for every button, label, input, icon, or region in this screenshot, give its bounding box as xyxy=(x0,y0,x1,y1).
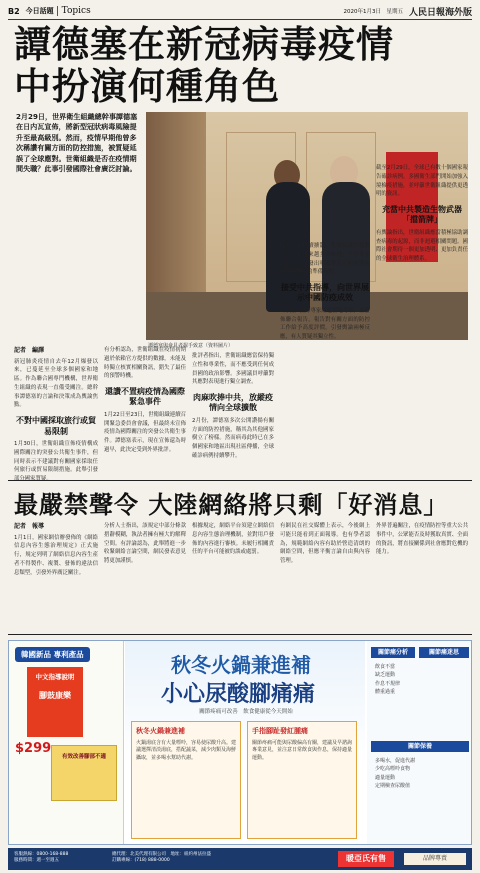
paragraph: 隨着疫情持續擴散，世衛組織的應對方式受到越來越多的檢視。不少專家認為，及早發出明確警告可能有助各國爭取寶貴的準備時間。 xyxy=(280,243,370,276)
issue-date: 2020年1月3日 星期五 xyxy=(343,9,403,15)
photo-caption: 譚德塞與會見者握手致意（資料圖片） xyxy=(148,343,234,349)
subheading: 不對中國採取旅行或貿易限制 xyxy=(16,415,96,436)
article-column-3 xyxy=(192,352,274,461)
footer-button[interactable]: 暖亞氏有售 xyxy=(338,851,394,867)
ad-product-panel xyxy=(9,641,124,845)
subheading: 充當中共製造生物武器「擋箭牌」 xyxy=(382,204,462,225)
ad-right-title-2: 關節痛迷思 xyxy=(419,647,469,658)
paragraph: 2月初，國際專家組赴當地考察，並發佈聯合報告。報告對有關方面的防控工作給予高度評價，引發輿論兩極反應，有人質疑其獨立性。 xyxy=(280,307,370,341)
paragraph: 分析人士指出，該規定中部分條款措辭模糊，執法者擁有極大的解釋空間。有評論認為，此舉將進一步收緊網絡言論空間，網民發表意見將更加謹慎。 xyxy=(104,523,186,564)
article-column-4 xyxy=(280,242,370,342)
product-box-secondary: 有效改善腳部不適 xyxy=(51,745,117,801)
paragraph: 批評者指出，世衛組織應當保持獨立性和專業性，而不應受到任何成員國的政治影響。多國議員呼籲對其應對表現進行獨立調查。 xyxy=(192,353,274,386)
paragraph: 1月22日至23日，世衛組織連續召開緊急委員會會議，但最終未宣佈疫情為國際關注的突發公共衛生事件。譚德塞表示，現在宣佈還為時過早，此決定受到外界批評。 xyxy=(104,411,186,453)
article2-column-5 xyxy=(376,522,468,557)
article-column-5 xyxy=(376,164,468,264)
ad-divider xyxy=(8,634,472,635)
paragraph: 根據規定，網絡平台須建立網絡信息內容生態治理機制，並對用戶發佈的內容進行審核。未履行相關責任的平台可能被約談或處罰。 xyxy=(192,523,274,556)
main-headline xyxy=(14,24,394,108)
topics-label: Topics xyxy=(57,6,91,16)
article2-column-4 xyxy=(280,522,370,566)
ad-right-title-3: 關節保養 xyxy=(371,741,469,752)
paragraph: 1月1日，國家網信辦發佈的《網絡信息內容生態治理規定》正式施行，規定列明了網絡信息內容生產者不得製作、複製、發佈的違法信息類型，引發外界廣泛關注。 xyxy=(14,534,98,576)
ad-right-items: 飲食不當 缺乏運動 作息不規律 體重過重 xyxy=(375,664,401,695)
advertisement[interactable] xyxy=(8,640,472,845)
paragraph: 2月份，譚德塞多次公開讚揚有關方面的防控措施，稱其為其他國家樹立了榜樣。然而病毒此時已在多個國家和地區出現社區傳播，全球確診病例持續攀升。 xyxy=(192,417,274,459)
ad-subtitle: 關節疼痛可改善 飲食健康從今天開始 xyxy=(199,709,293,715)
article2-column-2 xyxy=(104,522,186,566)
footer-brand: 品牌專賣 xyxy=(404,853,466,865)
headline-line-2: 中扮演何種角色 xyxy=(14,63,280,108)
page-header xyxy=(8,4,472,18)
subheading: 肉麻吹捧中共，放縱疫情向全球擴散 xyxy=(193,392,273,413)
footer-contact: 客服熱線：0800-168-888 服務時間：週一至週五 xyxy=(14,852,69,864)
paragraph: 1月30日，世衛組織宣佈疫情構成國際關注的突發公共衛生事件，但同時表示不建議對有關國家採取任何旅行或貿易限制措施。此舉引發部分國家質疑。 xyxy=(14,441,98,482)
article-column-2 xyxy=(104,346,186,455)
subheading: 還讚不置病疫情為國際緊急事件 xyxy=(105,386,185,407)
ad-brand-badge: 韓國新品 專利產品 xyxy=(15,647,90,662)
article2-column-3 xyxy=(192,522,274,557)
paragraph: 截至2月29日，全球已有數十個國家報告確診病例。多國衛生部門開始加強入境檢疫措施，並呼籲世衛組織提供更透明的資訊。 xyxy=(376,165,468,198)
paragraph: 有分析認為，世衛組織在疫情初期過於依賴官方提供的數據，未能及時獨立核實相關資訊，錯失了最佳的預警時機。 xyxy=(104,347,186,380)
section-divider xyxy=(8,480,472,481)
paragraph: 有網民在社交媒體上表示，今後網上可能只能看到正面報導。也有學者認為，規範網絡內容有助於營造清朗的網絡空間，但應平衡言論自由與內容管理。 xyxy=(280,523,370,564)
ad-right-list: 多喝水，促進代謝 少吃高嘌呤食物 適量運動 定期檢查尿酸值 xyxy=(375,758,416,789)
ad-card-2: 手指腳趾發紅腫痛 關節疼痛可能與尿酸偏高有關，建議及早諮詢專業意見，並注意日常飲食與作息，保持適量運動。 xyxy=(247,721,357,839)
header-rule xyxy=(8,19,472,20)
ad-footer xyxy=(8,848,472,870)
section-label: 今日話題 xyxy=(25,7,54,15)
ad-card-1: 秋冬火鍋兼進補 火鍋湯底含有大量嘌呤，容易使尿酸升高。建議選擇清淡湯底，搭配蔬菜，減少肉類及海鮮攝取，並多喝水幫助代謝。 xyxy=(131,721,241,839)
paragraph: 有輿論指出，世衛組織應當積極協助調查病毒的起源，而非迴避相關問題。國際社會期待一個更加透明、更加負責任的全球衛生治理體系。 xyxy=(376,229,468,263)
byline: 記者 編譯 xyxy=(14,347,45,354)
ad-info-panel xyxy=(367,641,472,845)
section2-headline: 最嚴禁聲令 大陸網絡將只剩「好消息」 xyxy=(14,490,449,519)
article2-column-1 xyxy=(14,522,98,577)
ad-title-1: 秋冬火鍋兼進補 xyxy=(171,653,311,677)
page-number: B2 xyxy=(8,6,20,16)
ad-title-2: 小心尿酸腳痛痛 xyxy=(161,681,316,707)
ad-price: $299 xyxy=(15,741,52,756)
article-column-1 xyxy=(14,346,98,484)
lead-summary: 2月29日，世界衛生組織總幹事譚德塞在日内瓦宣佈，將新型冠狀病毒風險提升至最高級別。然而，疫情早期他曾多次稱讚有關方面的防控措施，被質疑延誤了全球應對。世衛組織是否在疫情期間失職？此事引發國際社會廣泛討論。 xyxy=(16,112,138,174)
paragraph: 新冠肺炎疫情自去年12月爆發以來，已蔓延至全球多個國家和地區。作為聯合國專門機構，世界衛生組織的表現一直備受關注。總幹事譚德塞的言論和決策成為輿論焦點。 xyxy=(14,358,98,409)
ad-right-title-1: 關節痛分析 xyxy=(371,647,415,658)
headline-line-1: 譚德塞在新冠病毒疫情 xyxy=(14,22,394,66)
subheading: 接受中共指導，向世界展示中國防疫成效 xyxy=(281,282,369,303)
byline: 記者 報導 xyxy=(14,523,45,530)
masthead-logo: 人民日報海外版 xyxy=(408,7,472,18)
product-box: 中文指導說明 腳鼓康樂 xyxy=(27,667,83,737)
ad-main-panel xyxy=(125,641,365,845)
footer-distributor: 總代理：北美代理有限公司 地址：紐約州法拉盛 訂購專線：(718) 888-0000 xyxy=(112,852,211,864)
paragraph: 外界普遍關注，在疫情防控等重大公共事件中，公眾能否及時獲取真實、全面的資訊，將直接關係到社會應對危機的能力。 xyxy=(376,523,468,556)
